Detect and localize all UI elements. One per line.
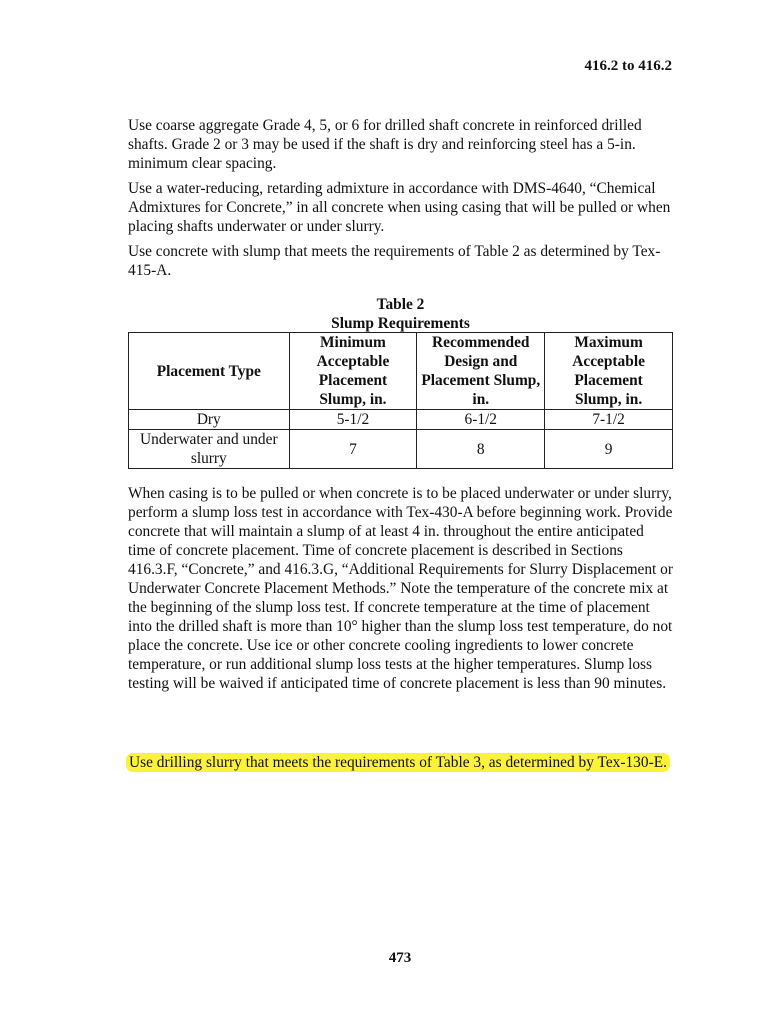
- table-row: [129, 410, 673, 430]
- section-range-header: 416.2 to 416.2: [584, 58, 672, 74]
- cell-maximum-slump: 9: [545, 430, 673, 469]
- paragraph-slump-table-ref: Use concrete with slump that meets the requirements of Table 2 as determined by Tex-415-A.: [128, 243, 661, 279]
- header-recommended-slump: Recommended Design and Placement Slump, in.: [417, 333, 545, 410]
- cell-placement-type: Underwater and under slurry: [129, 430, 290, 469]
- cell-minimum-slump: 5-1/2: [289, 410, 417, 430]
- header-placement-type: Placement Type: [129, 333, 290, 410]
- paragraph-coarse-aggregate: Use coarse aggregate Grade 4, 5, or 6 for drilled shaft concrete in reinforced drilled shafts. Grade 2 or 3 may be used if the shaft is dry and reinforcing steel has a 5-in. minimum clear spacing.: [128, 117, 642, 172]
- cell-placement-type: Dry: [129, 410, 290, 430]
- paragraph-admixture: Use a water-reducing, retarding admixture in accordance with DMS-4640, “Chemical Admixtures for Concrete,” in all concrete when using casing that will be pulled or when placing shafts underwater or under slurry.: [128, 180, 671, 235]
- header-maximum-slump: Maximum Acceptable Placement Slump, in.: [545, 333, 673, 410]
- cell-minimum-slump: 7: [289, 430, 417, 469]
- highlighted-paragraph: [126, 753, 672, 772]
- header-minimum-slump: Minimum Acceptable Placement Slump, in.: [289, 333, 417, 410]
- slump-requirements-table: [128, 332, 673, 469]
- table-row: [129, 430, 673, 469]
- cell-recommended-slump: 8: [417, 430, 545, 469]
- highlighted-text: Use drilling slurry that meets the requirements of Table 3, as determined by Tex-130-E.: [126, 753, 670, 772]
- cell-recommended-slump: 6-1/2: [417, 410, 545, 430]
- table-number: Table 2: [376, 296, 425, 313]
- table-header-row: [129, 333, 673, 410]
- table-title: Slump Requirements: [331, 315, 470, 332]
- page-number: 473: [388, 950, 412, 966]
- cell-maximum-slump: 7-1/2: [545, 410, 673, 430]
- paragraph-slump-loss-test: When casing is to be pulled or when concrete is to be placed underwater or under slurry, perform a slump loss test in accordance with Tex-430-A before beginning work. Provide concrete that will maintain a slump of at least 4 in. throughout the entire anticipated time of concrete placement. Time of concrete placement is described in Sections 416.3.F, “Concrete,” and 416.3.G, “Additional Requirements for Slurry Displacement or Underwater Concrete Placement Methods.” Note the temperature of the concrete mix at the beginning of the slump loss test. If concrete temperature at the time of placement into the drilled shaft is more than 10° higher than the slump loss test temperature, do not place the concrete. Use ice or other concrete cooling ingredients to lower concrete temperature, or run additional slump loss tests at the higher temperatures. Slump loss testing will be waived if anticipated time of concrete placement is less than 90 minutes.: [128, 485, 674, 692]
